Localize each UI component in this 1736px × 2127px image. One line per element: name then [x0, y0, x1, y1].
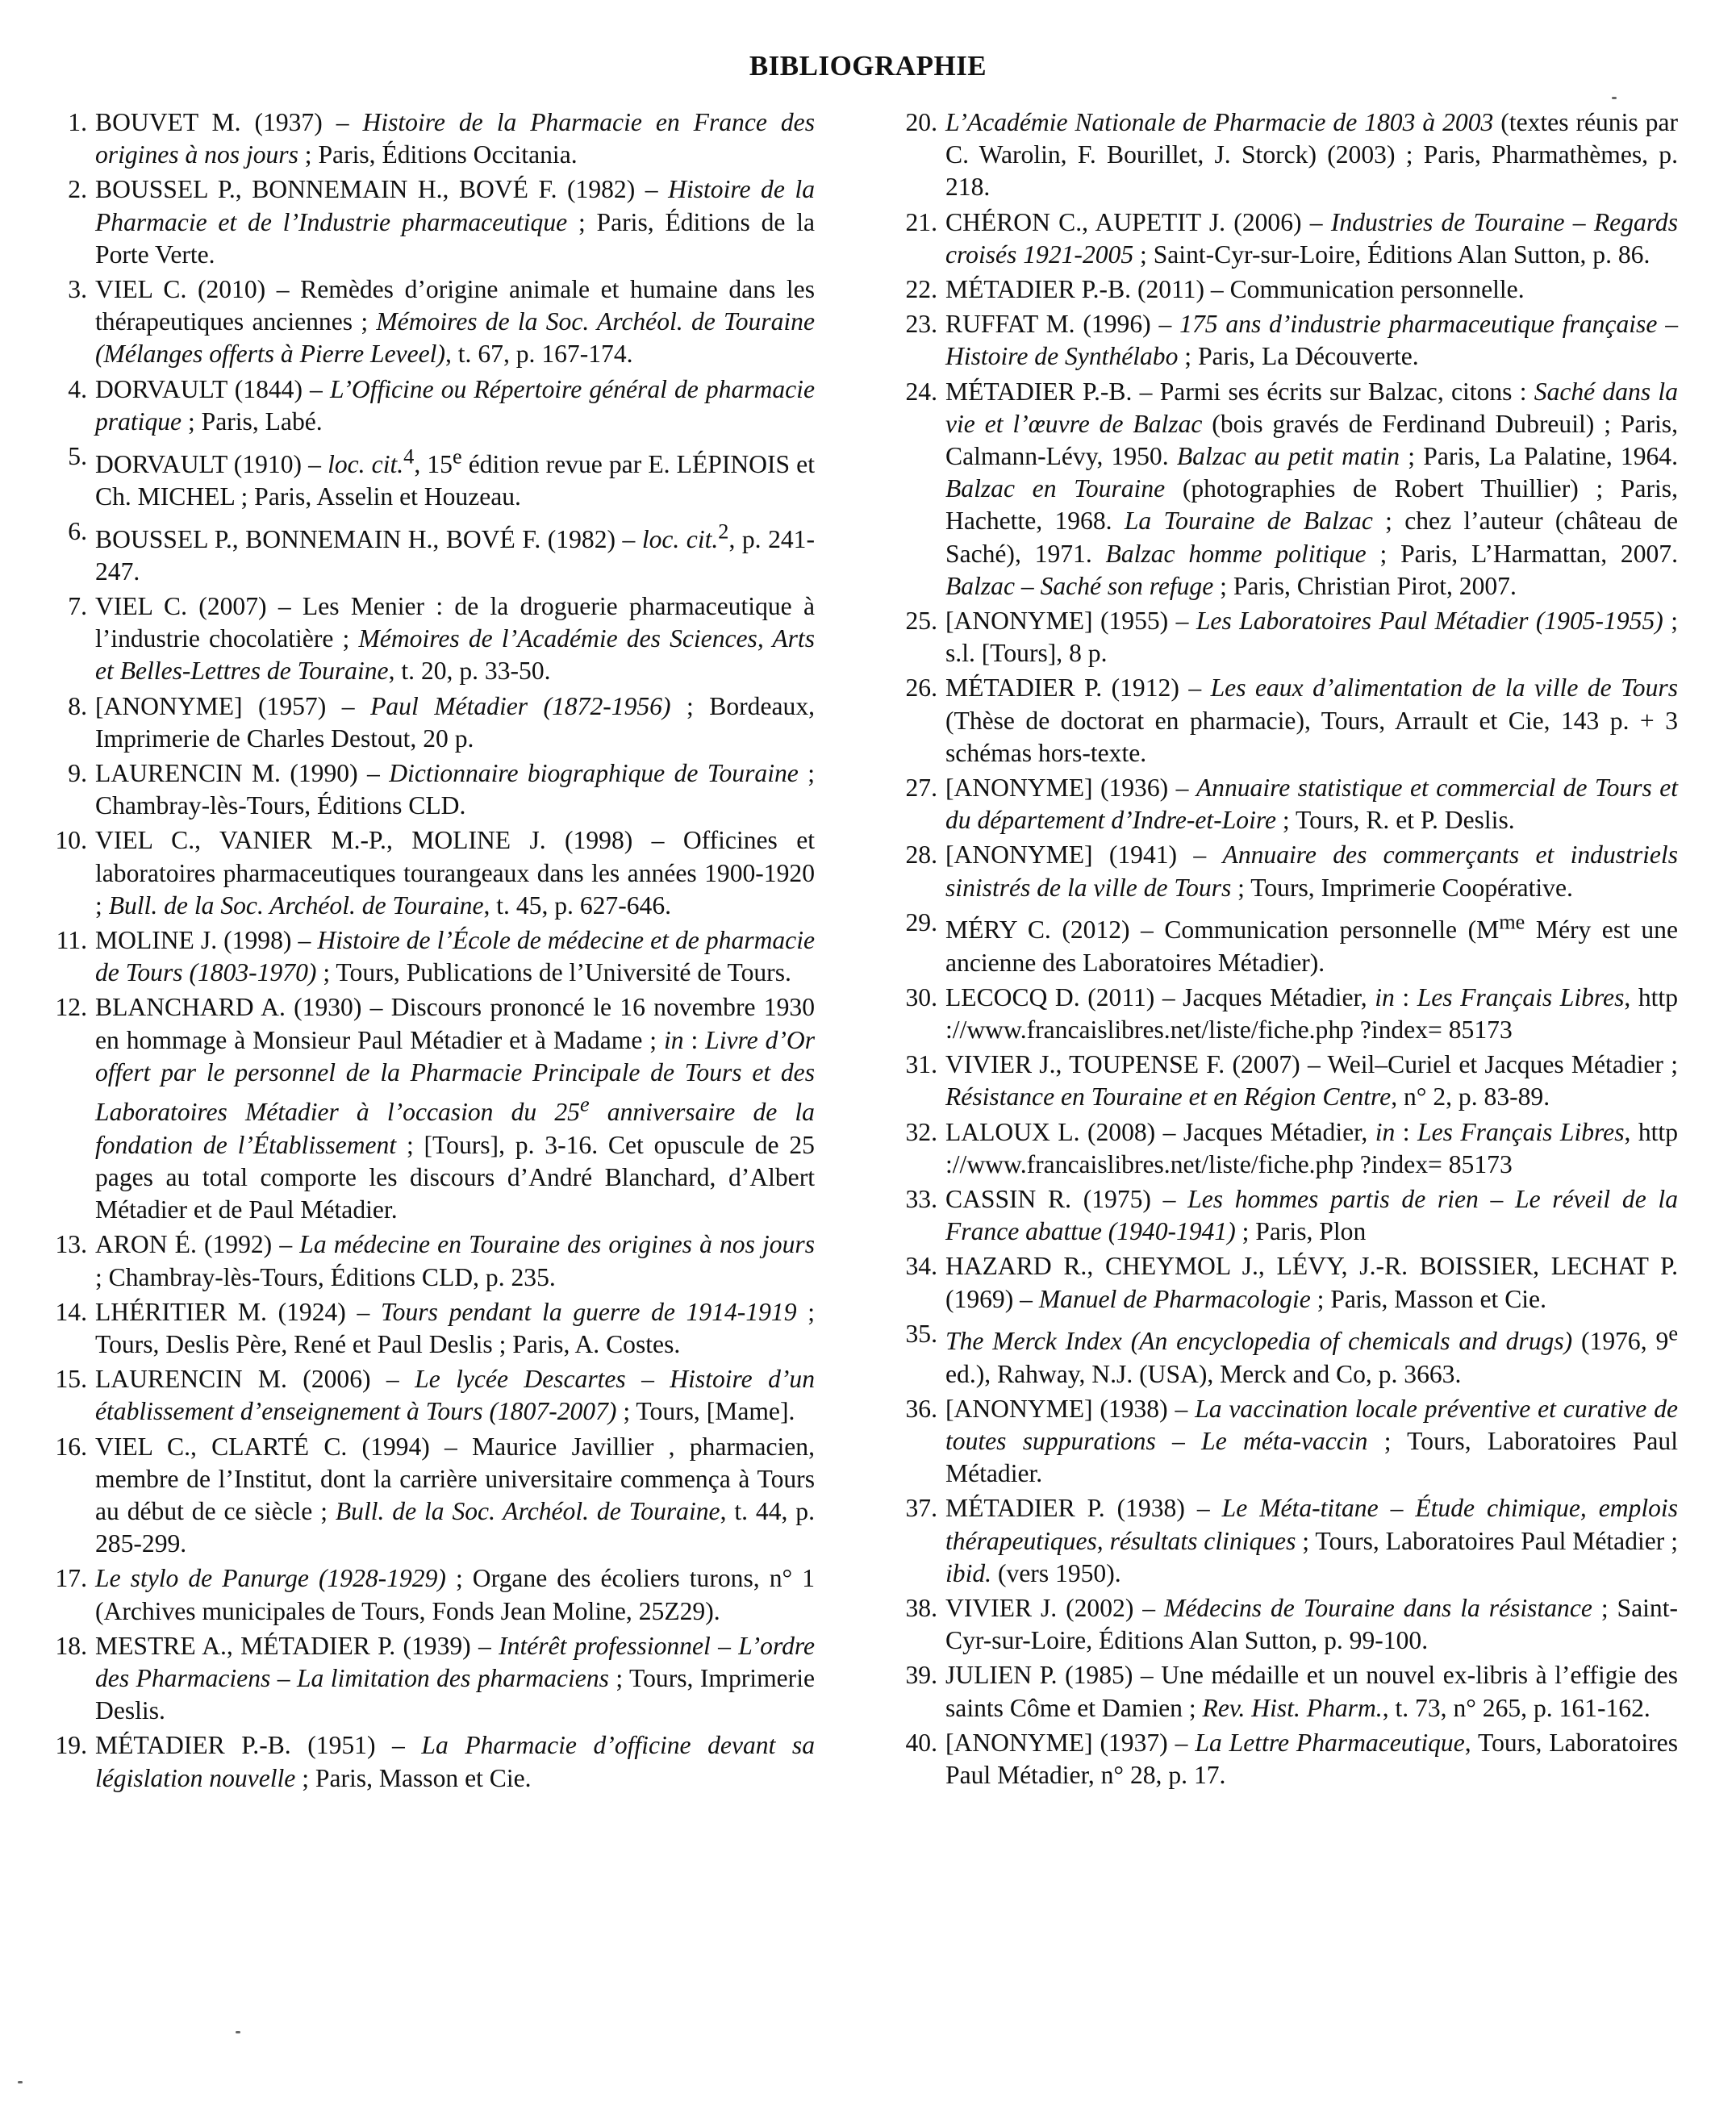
entry-text: [ANONYME] (1955) – Les Laboratoires Paul Métadier (1905-1955) ; s.l. [Tours], 8 p. [945, 607, 1678, 668]
entry-number: 4. [68, 374, 87, 403]
entry-text: MÉTADIER P. (1912) – Les eaux d’alimentation de la ville de Tours (Thèse de doctorat en pharmacie), Tours, Arrault et Cie, 143 p. + 3 schémas hors-texte. [945, 674, 1678, 767]
bibliography-entry [50, 690, 815, 755]
bibliography-entry [897, 907, 1678, 979]
bibliography-entry [50, 1729, 815, 1794]
bibliography-entry [897, 1049, 1678, 1113]
entry-number: 28. [905, 840, 937, 870]
entry-number: 13. [55, 1230, 87, 1259]
entry-text: HAZARD R., CHEYMOL J., LÉVY, J.-R. BOISSIER, LECHAT P. (1969) – Manuel de Pharmacologie ; Paris, Masson et Cie. [945, 1252, 1678, 1313]
bibliography-left-column [50, 106, 815, 1797]
bibliography-entry [897, 1659, 1678, 1724]
entry-number: 34. [905, 1252, 937, 1281]
entry-number: 8. [68, 691, 87, 720]
entry-number: 26. [905, 674, 937, 703]
entry-number: 17. [55, 1564, 87, 1593]
entry-number: 3. [68, 275, 87, 304]
bibliography-entry [897, 1492, 1678, 1590]
bibliography-entry [50, 106, 815, 171]
entry-number: 20. [905, 108, 937, 136]
entry-text: VIEL C., VANIER M.-P., MOLINE J. (1998) – Officines et laboratoires pharmaceutiques tourangeaux dans les années 1900-1920 ; Bull. de la Soc. Archéol. de Touraine, t. 45, p. 627-646. [95, 826, 815, 920]
entry-number: 12. [55, 993, 87, 1022]
bibliography-entry [897, 1183, 1678, 1248]
bibliography-entry [50, 440, 815, 513]
entry-text: BOUSSEL P., BONNEMAIN H., BOVÉ F. (1982) – loc. cit.$^2$, p. 241-247. [95, 519, 815, 586]
entry-text: [ANONYME] (1936) – Annuaire statistique et commercial de Tours et du département d’Indre-et-Loire ; Tours, R. et P. Deslis. [945, 774, 1678, 835]
entry-number: 21. [905, 207, 937, 236]
entry-text: LAURENCIN M. (2006) – Le lycée Descartes – Histoire d’un établissement d’enseignement à Tours (1807-2007) ; Tours, [Mame]. [95, 1365, 815, 1426]
bibliography-entry [897, 672, 1678, 769]
entry-text: VIVIER J. (2002) – Médecins de Touraine dans la résistance ; Saint-Cyr-sur-Loire, Éditions Alan Sutton, p. 99-100. [945, 1594, 1679, 1655]
entry-text: L’Académie Nationale de Pharmacie de 1803 à 2003 (textes réunis par C. Warolin, F. Bourillet, J. Storck) (2003) ; Paris, Pharmathèmes, p. 218. [945, 108, 1678, 202]
bibliography-entry [50, 1630, 815, 1728]
bibliography-entry [897, 982, 1678, 1046]
bibliography-entry [50, 1562, 815, 1627]
entry-text: CHÉRON C., AUPETIT J. (2006) – Industries de Touraine – Regards croisés 1921-2005 ; Saint-Cyr-sur-Loire, Éditions Alan Sutton, p. 86. [945, 207, 1678, 269]
entry-number: 2. [68, 175, 87, 204]
entry-text: MÉTADIER P.-B. (2011) – Communication personnelle. [945, 275, 1525, 304]
entry-number: 40. [905, 1728, 937, 1757]
entry-text: VIEL C. (2007) – Les Menier : de la droguerie pharmaceutique à l’industrie chocolatière ; Mémoires de l’Académie des Sciences, Arts et Belles-Lettres de Touraine, t. 20, p. 33-50. [95, 591, 815, 686]
entry-number: 16. [55, 1432, 87, 1461]
entry-number: 33. [905, 1185, 937, 1214]
bibliography-entry [897, 1318, 1678, 1391]
entry-number: 31. [905, 1050, 937, 1079]
entry-text: VIEL C., CLARTÉ C. (1994) – Maurice Javillier , pharmacien, membre de l’Institut, dont la carrière universitaire commença à Tours au début de ce siècle ; Bull. de la Soc. Archéol. de Touraine, t. 44, p. 285-299. [95, 1432, 815, 1558]
bibliography-entry [50, 1363, 815, 1428]
entry-text: DORVAULT (1844) – L’Officine ou Répertoire général de pharmacie pratique ; Paris, Labé. [95, 374, 815, 436]
entry-text: The Merck Index (An encyclopedia of chemicals and drugs) (1976, 9e ed.), Rahway, N.J. (USA), Merck and Co, p. 3663. [945, 1321, 1678, 1388]
entry-text: [ANONYME] (1938) – La vaccination locale préventive et curative de toutes suppurations – Le méta-vaccin ; Tours, Laboratoires Paul Métadier. [945, 1394, 1679, 1488]
entry-text: LECOCQ D. (2011) – Jacques Métadier, in : Les Français Libres, http ://www.francaislibres.net/liste/fiche.php ?index= 85173 [945, 982, 1678, 1045]
entry-number: 14. [55, 1297, 87, 1326]
entry-text: LALOUX L. (2008) – Jacques Métadier, in : Les Français Libres, http ://www.francaislibres.net/liste/fiche.php ?index= 85173 [945, 1117, 1679, 1178]
entry-number: 37. [905, 1494, 937, 1523]
bibliography-entry [897, 1116, 1678, 1181]
bibliography-entry [50, 757, 815, 822]
entry-number: 10. [55, 826, 87, 855]
entry-number: 22. [905, 275, 937, 304]
entry-number: 7. [68, 591, 87, 620]
entry-number: 9. [68, 758, 87, 787]
entry-text: Le stylo de Panurge (1928-1929) ; Organe des écoliers turons, n° 1 (Archives municipales de Tours, Fonds Jean Moline, 25Z29). [95, 1564, 815, 1625]
entry-text: DORVAULT (1910) – loc. cit.$^4$, 15e édition revue par E. LÉPINOIS et Ch. MICHEL ; Paris, Asselin et Houzeau. [95, 444, 815, 511]
entry-text: RUFFAT M. (1996) – 175 ans d’industrie pharmaceutique française – Histoire de Synthélabo ; Paris, La Découverte. [945, 310, 1678, 371]
scan-speck [18, 2081, 23, 2083]
bibliography-entry [897, 1393, 1678, 1491]
entry-text: [ANONYME] (1937) – La Lettre Pharmaceutique, Tours, Laboratoires Paul Métadier, n° 28, p. 17. [945, 1728, 1678, 1790]
bibliography-entry [897, 308, 1678, 373]
entry-number: 32. [905, 1117, 937, 1146]
bibliography-entry [50, 590, 815, 688]
bibliography-entry [897, 376, 1678, 603]
entry-number: 18. [55, 1631, 87, 1660]
bibliography-entry [50, 924, 815, 989]
scan-speck [1612, 97, 1617, 99]
bibliography-entry [897, 1727, 1678, 1791]
entry-text: VIVIER J., TOUPENSE F. (2007) – Weil–Curiel et Jacques Métadier ; Résistance en Touraine et en Région Centre, n° 2, p. 83-89. [945, 1050, 1678, 1111]
entry-text: MOLINE J. (1998) – Histoire de l’École de médecine et de pharmacie de Tours (1803-1970) ; Tours, Publications de l’Université de Tours. [95, 925, 815, 987]
entry-text: LAURENCIN M. (1990) – Dictionnaire biographique de Touraine ; Chambray-lès-Tours, Éditions CLD. [95, 758, 816, 820]
entry-number: 15. [55, 1365, 87, 1394]
entry-number: 29. [905, 907, 937, 936]
entry-number: 23. [905, 310, 937, 339]
entry-text: MÉRY C. (2012) – Communication personnelle ($M^{me}$ Méry est une ancienne des Laboratoires Métadier). [945, 910, 1679, 977]
entry-number: 30. [905, 982, 937, 1011]
bibliography-entry [50, 1296, 815, 1361]
bibliography-entry [50, 173, 815, 271]
entry-number: 24. [905, 377, 937, 406]
bibliography-entry [897, 1250, 1678, 1315]
entry-number: 11. [56, 925, 87, 954]
bibliography-entry [897, 273, 1678, 306]
entry-number: 6. [68, 516, 87, 545]
entry-text: BOUSSEL P., BONNEMAIN H., BOVÉ F. (1982) – Histoire de la Pharmacie et de l’Industrie pharmaceutique ; Paris, Éditions de la Porte Verte. [95, 175, 816, 269]
bibliography-entry [897, 605, 1678, 669]
entry-text: ARON É. (1992) – La médecine en Touraine des origines à nos jours ; Chambray-lès-Tours, Éditions CLD, p. 235. [95, 1230, 815, 1291]
bibliography-entry [897, 772, 1678, 836]
entry-text: [ANONYME] (1941) – Annuaire des commerçants et industriels sinistrés de la ville de Tours ; Tours, Imprimerie Coopérative. [945, 840, 1678, 902]
scan-speck [236, 2031, 240, 2033]
entry-text: JULIEN P. (1985) – Une médaille et un nouvel ex-libris à l’effigie des saints Côme et Damien ; Rev. Hist. Pharm., t. 73, n° 265, p. 161-162. [945, 1661, 1678, 1722]
entry-text: MESTRE A., MÉTADIER P. (1939) – Intérêt professionnel – L’ordre des Pharmaciens – La limitation des pharmaciens ; Tours, Imprimerie Deslis. [95, 1631, 816, 1725]
entry-text: MÉTADIER P.-B. (1951) – La Pharmacie d’officine devant sa législation nouvelle ; Paris, Masson et Cie. [95, 1731, 815, 1792]
bibliography-entry [897, 106, 1678, 204]
bibliography-entry [50, 515, 815, 588]
entry-number: 19. [55, 1731, 87, 1760]
bibliography-entry [897, 206, 1678, 271]
entry-number: 25. [905, 607, 937, 636]
entry-number: 1. [68, 108, 87, 136]
entry-text: BOUVET M. (1937) – Histoire de la Pharmacie en France des origines à nos jours ; Paris, Éditions Occitania. [95, 108, 815, 169]
entry-number: 36. [905, 1394, 937, 1423]
bibliography-entry [897, 1592, 1678, 1657]
bibliography-entry [897, 839, 1678, 903]
bibliography-entry [50, 824, 815, 922]
entry-number: 39. [905, 1661, 937, 1690]
entry-number: 35. [905, 1319, 937, 1348]
bibliography-entry [50, 1431, 815, 1561]
entry-text: MÉTADIER P. (1938) – Le Méta-titane – Étude chimique, emplois thérapeutiques, résultats cliniques ; Tours, Laboratoires Paul Métadier ; ibid. (vers 1950). [945, 1494, 1679, 1587]
entry-number: 38. [905, 1594, 937, 1622]
entry-text: MÉTADIER P.-B. – Parmi ses écrits sur Balzac, citons : Saché dans la vie et l’œuvre de Balzac (bois gravés de Ferdinand Dubreuil) ; Paris, Calmann-Lévy, 1950. Balzac au petit matin ; Paris, La Palatine, 1964. Balzac en Touraine (photographies de Robert Thuillier) ; Paris, Hachette, 1968. La Touraine de Balzac ; chez l’auteur (château de Saché), 1971. Balzac homme politique ; Paris, L’Harmattan, 2007. Balzac – Saché son refuge ; Paris, Christian Pirot, 2007. [945, 377, 1679, 600]
entry-text: [ANONYME] (1957) – Paul Métadier (1872-1956) ; Bordeaux, Imprimerie de Charles Destout, 20 p. [95, 691, 816, 753]
bibliography-entry [50, 991, 815, 1226]
bibliography-entry [50, 373, 815, 438]
bibliography-entry [50, 1228, 815, 1293]
page-title: BIBLIOGRAPHIE [749, 50, 987, 81]
entry-text: CASSIN R. (1975) – Les hommes partis de rien – Le réveil de la France abattue (1940-1941) ; Paris, Plon [945, 1185, 1678, 1246]
entry-text: LHÉRITIER M. (1924) – Tours pendant la guerre de 1914-1919 ; Tours, Deslis Père, René et Paul Deslis ; Paris, A. Costes. [95, 1297, 815, 1358]
bibliography-entry [50, 273, 815, 371]
entry-text: BLANCHARD A. (1930) – Discours prononcé le 16 novembre 1930 en hommage à Monsieur Paul Métadier et à Madame ; in : Livre d’Or offert par le personnel de la Pharmacie Principale de Tours et des Laboratoires Métadier à l’occasion du 25e anniversaire de la fondation de l’Établissement ; [Tours], p. 3-16. Cet opuscule de 25 pages au total comporte les discours d’André Blanchard, d’Albert Métadier et de Paul Métadier. [95, 993, 815, 1224]
entry-number: 5. [68, 442, 87, 471]
bibliography-right-column [897, 106, 1678, 1794]
entry-text: VIEL C. (2010) – Remèdes d’origine animale et humaine dans les thérapeutiques anciennes ; Mémoires de la Soc. Archéol. de Touraine (Mélanges offerts à Pierre Leveel), t. 67, p. 167-174. [95, 275, 815, 369]
entry-number: 27. [905, 774, 937, 803]
